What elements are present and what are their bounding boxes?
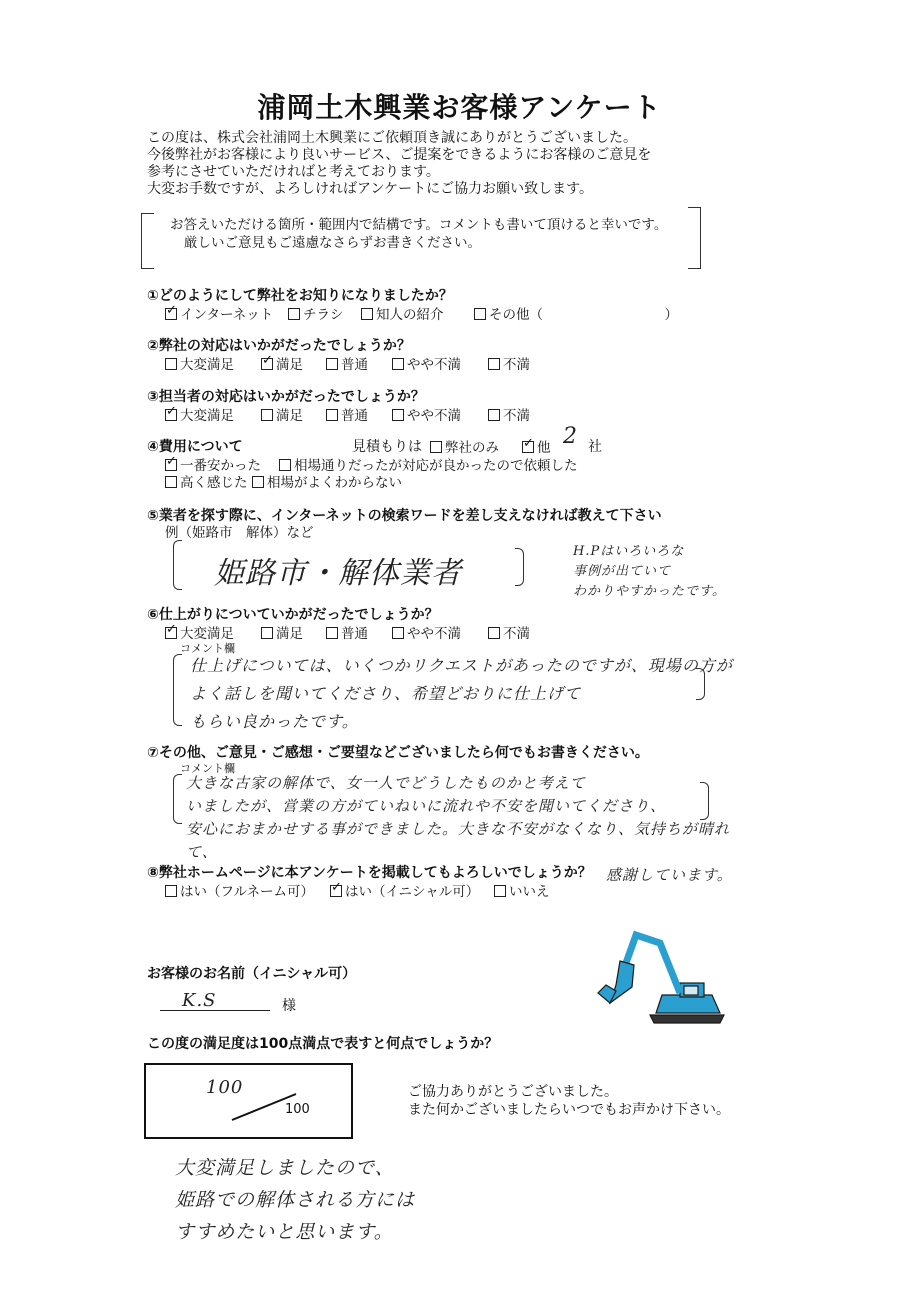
q4-estimate-only-us[interactable]: 弊社のみ — [430, 436, 499, 456]
q7-bracket-left — [173, 774, 182, 824]
checkbox[interactable] — [430, 441, 442, 453]
q6-question: ⑥仕上がりについていかがだったでしょうか？ — [147, 607, 439, 623]
checkbox[interactable] — [488, 409, 500, 421]
q6-option-very-satisfied[interactable]: ✓大変満足 — [165, 622, 234, 642]
score-question: この度の満足度は100点満点で表すと何点でしょうか？ — [147, 1036, 499, 1052]
q4-option-unknown-market[interactable]: 相場がよくわからない — [252, 471, 402, 491]
name-label: お客様のお名前（イニシャル可） — [147, 966, 357, 982]
checkbox-checked[interactable] — [522, 441, 534, 453]
q4-estimate-others[interactable]: ✓ 他 — [522, 436, 551, 456]
closing-note: 大変満足しましたので、 姫路での解体される方には すすめたいと思います。 — [175, 1157, 416, 1243]
q3-option-satisfied[interactable]: 満足 — [261, 404, 303, 424]
q4-option-market-good-service[interactable]: 相場通りだったが対応が良かったので依頼した — [279, 454, 578, 474]
q4-option-cheapest[interactable]: ✓一番安かった — [165, 454, 261, 474]
q5-note: H.Pはいろいろな 事例が出ていて わかりやすかったです。 — [573, 544, 726, 599]
checkbox[interactable] — [326, 627, 338, 639]
q8-option-full-name[interactable]: はい（フルネーム可） — [165, 880, 314, 900]
q6-option-unsatisfied[interactable]: 不満 — [488, 622, 530, 642]
checkbox[interactable] — [252, 476, 264, 488]
q1-question: ①どのようにして弊社をお知りになりましたか？ — [147, 288, 453, 304]
q3-option-somewhat-unsatisfied[interactable]: やや不満 — [392, 404, 461, 424]
checkbox[interactable] — [261, 627, 273, 639]
intro-text: この度は、株式会社浦岡土木興業にご依頼頂き誠にありがとうございました。 今後弊社がお客様により良いサービス、ご提案をできるようにお客様のご意見を 参考にさせていただければと考えております。 大変お手数ですが、よろしければアンケートにご協力お願い致します。 — [147, 130, 652, 197]
instruction-bracket-left — [141, 213, 154, 269]
q1-option-referral[interactable]: 知人の紹介 — [361, 303, 444, 323]
checkbox[interactable] — [392, 358, 404, 370]
name-underline — [160, 1010, 270, 1011]
checkbox[interactable] — [279, 459, 291, 471]
q6-bracket-left — [173, 654, 182, 726]
survey-title: 浦岡土木興業お客様アンケート — [257, 91, 662, 124]
q1-option-flyer[interactable]: チラシ — [288, 303, 344, 323]
excavator-icon — [590, 925, 730, 1030]
q8-option-initials[interactable]: ✓ はい（イニシャル可） — [330, 880, 479, 900]
checkbox[interactable] — [165, 476, 177, 488]
instruction-bracket-right — [688, 207, 701, 269]
checkbox[interactable] — [488, 358, 500, 370]
q5-answer: 姫路市・解体業者 — [214, 556, 462, 591]
checkbox-checked[interactable] — [165, 308, 177, 320]
instruction-text: お答えいただける箇所・範囲内で結構です。コメントも書いて頂けると幸いです。 厳しいご意見もご遠慮なさらずお書きください。 — [170, 217, 668, 251]
checkbox-checked[interactable] — [165, 459, 177, 471]
q3-option-normal[interactable]: 普通 — [326, 404, 368, 424]
q5-bracket-right — [515, 548, 524, 586]
q2-question: ②弊社の対応はいかがだったでしょうか？ — [147, 338, 411, 354]
name-value[interactable]: K.S — [182, 990, 217, 1011]
checkbox[interactable] — [474, 308, 486, 320]
checkbox[interactable] — [361, 308, 373, 320]
q2-option-normal[interactable]: 普通 — [326, 353, 368, 373]
q2-option-very-satisfied[interactable]: 大変満足 — [165, 353, 234, 373]
checkbox[interactable] — [165, 885, 177, 897]
q4-other-count: 2 — [563, 424, 578, 449]
checkbox[interactable] — [326, 409, 338, 421]
q1-option-internet[interactable]: ✓インターネット — [165, 303, 273, 323]
q1-option-other[interactable]: その他（ ） — [474, 303, 678, 323]
checkbox[interactable] — [392, 627, 404, 639]
checkbox[interactable] — [326, 358, 338, 370]
q4-count-unit: 社 — [588, 439, 602, 455]
q2-option-unsatisfied[interactable]: 不満 — [488, 353, 530, 373]
q6-option-satisfied[interactable]: 満足 — [261, 622, 303, 642]
q2-option-somewhat-unsatisfied[interactable]: やや不満 — [392, 353, 461, 373]
thanks-text: ご協力ありがとうございました。 また何かございましたらいつでもお声かけ下さい。 — [408, 1084, 730, 1118]
checkbox[interactable] — [494, 885, 506, 897]
q6-comment: 仕上げについては、いくつかリクエストがあったのですが、現場の方が よく話しを聞いてくださり、希望どおりに仕上げて もらい良かったです。 — [190, 656, 733, 731]
q4-estimate-label: 見積もりは — [352, 439, 422, 455]
q6-option-normal[interactable]: 普通 — [326, 622, 368, 642]
checkbox[interactable] — [488, 627, 500, 639]
q3-option-very-satisfied[interactable]: ✓大変満足 — [165, 404, 234, 424]
checkbox[interactable] — [165, 358, 177, 370]
q7-comment: 大きな古家の解体で、女一人でどうしたものかと考えて いましたが、営業の方がていねいに流れや不安を聞いてくださり、 安心におまかせする事ができました。大きな不安がなくなり、気持ちが晴れて、 感謝しています。 — [186, 774, 733, 884]
q5-question: ⑤業者を探す際に、インターネットの検索ワードを差し支えなければ教えて下さい — [147, 508, 662, 524]
q8-question: ⑧弊社ホームページに本アンケートを掲載してもよろしいでしょうか？ — [147, 865, 592, 881]
q6-comment-label: コメント欄 — [180, 642, 235, 655]
name-suffix: 様 — [282, 998, 296, 1014]
checkbox[interactable] — [392, 409, 404, 421]
score-max: 100 — [285, 1102, 310, 1117]
checkbox-checked[interactable] — [165, 409, 177, 421]
q2-option-satisfied[interactable]: ✓ 満足 — [261, 353, 303, 373]
q3-question: ③担当者の対応はいかがだったでしょうか？ — [147, 389, 425, 405]
checkbox-checked[interactable] — [261, 358, 273, 370]
checkbox-checked[interactable] — [330, 885, 342, 897]
q8-option-no[interactable]: いいえ — [494, 880, 550, 900]
checkbox-checked[interactable] — [165, 627, 177, 639]
q6-option-somewhat-unsatisfied[interactable]: やや不満 — [392, 622, 461, 642]
q4-option-expensive[interactable]: 高く感じた — [165, 471, 248, 491]
q5-bracket-left — [173, 540, 182, 590]
q7-comment-label: コメント欄 — [180, 762, 235, 775]
q4-question: ④費用について — [147, 439, 243, 455]
q5-example: 例（姫路市 解体）など — [165, 525, 314, 541]
q6-bracket-right — [696, 668, 705, 700]
score-value: 100 — [206, 1077, 244, 1098]
checkbox[interactable] — [288, 308, 300, 320]
q7-bracket-right — [700, 782, 709, 820]
q7-question: ⑦その他、ご意見・ご感想・ご要望などございましたら何でもお書きください。 — [147, 745, 649, 761]
q3-option-unsatisfied[interactable]: 不満 — [488, 404, 530, 424]
checkbox[interactable] — [261, 409, 273, 421]
